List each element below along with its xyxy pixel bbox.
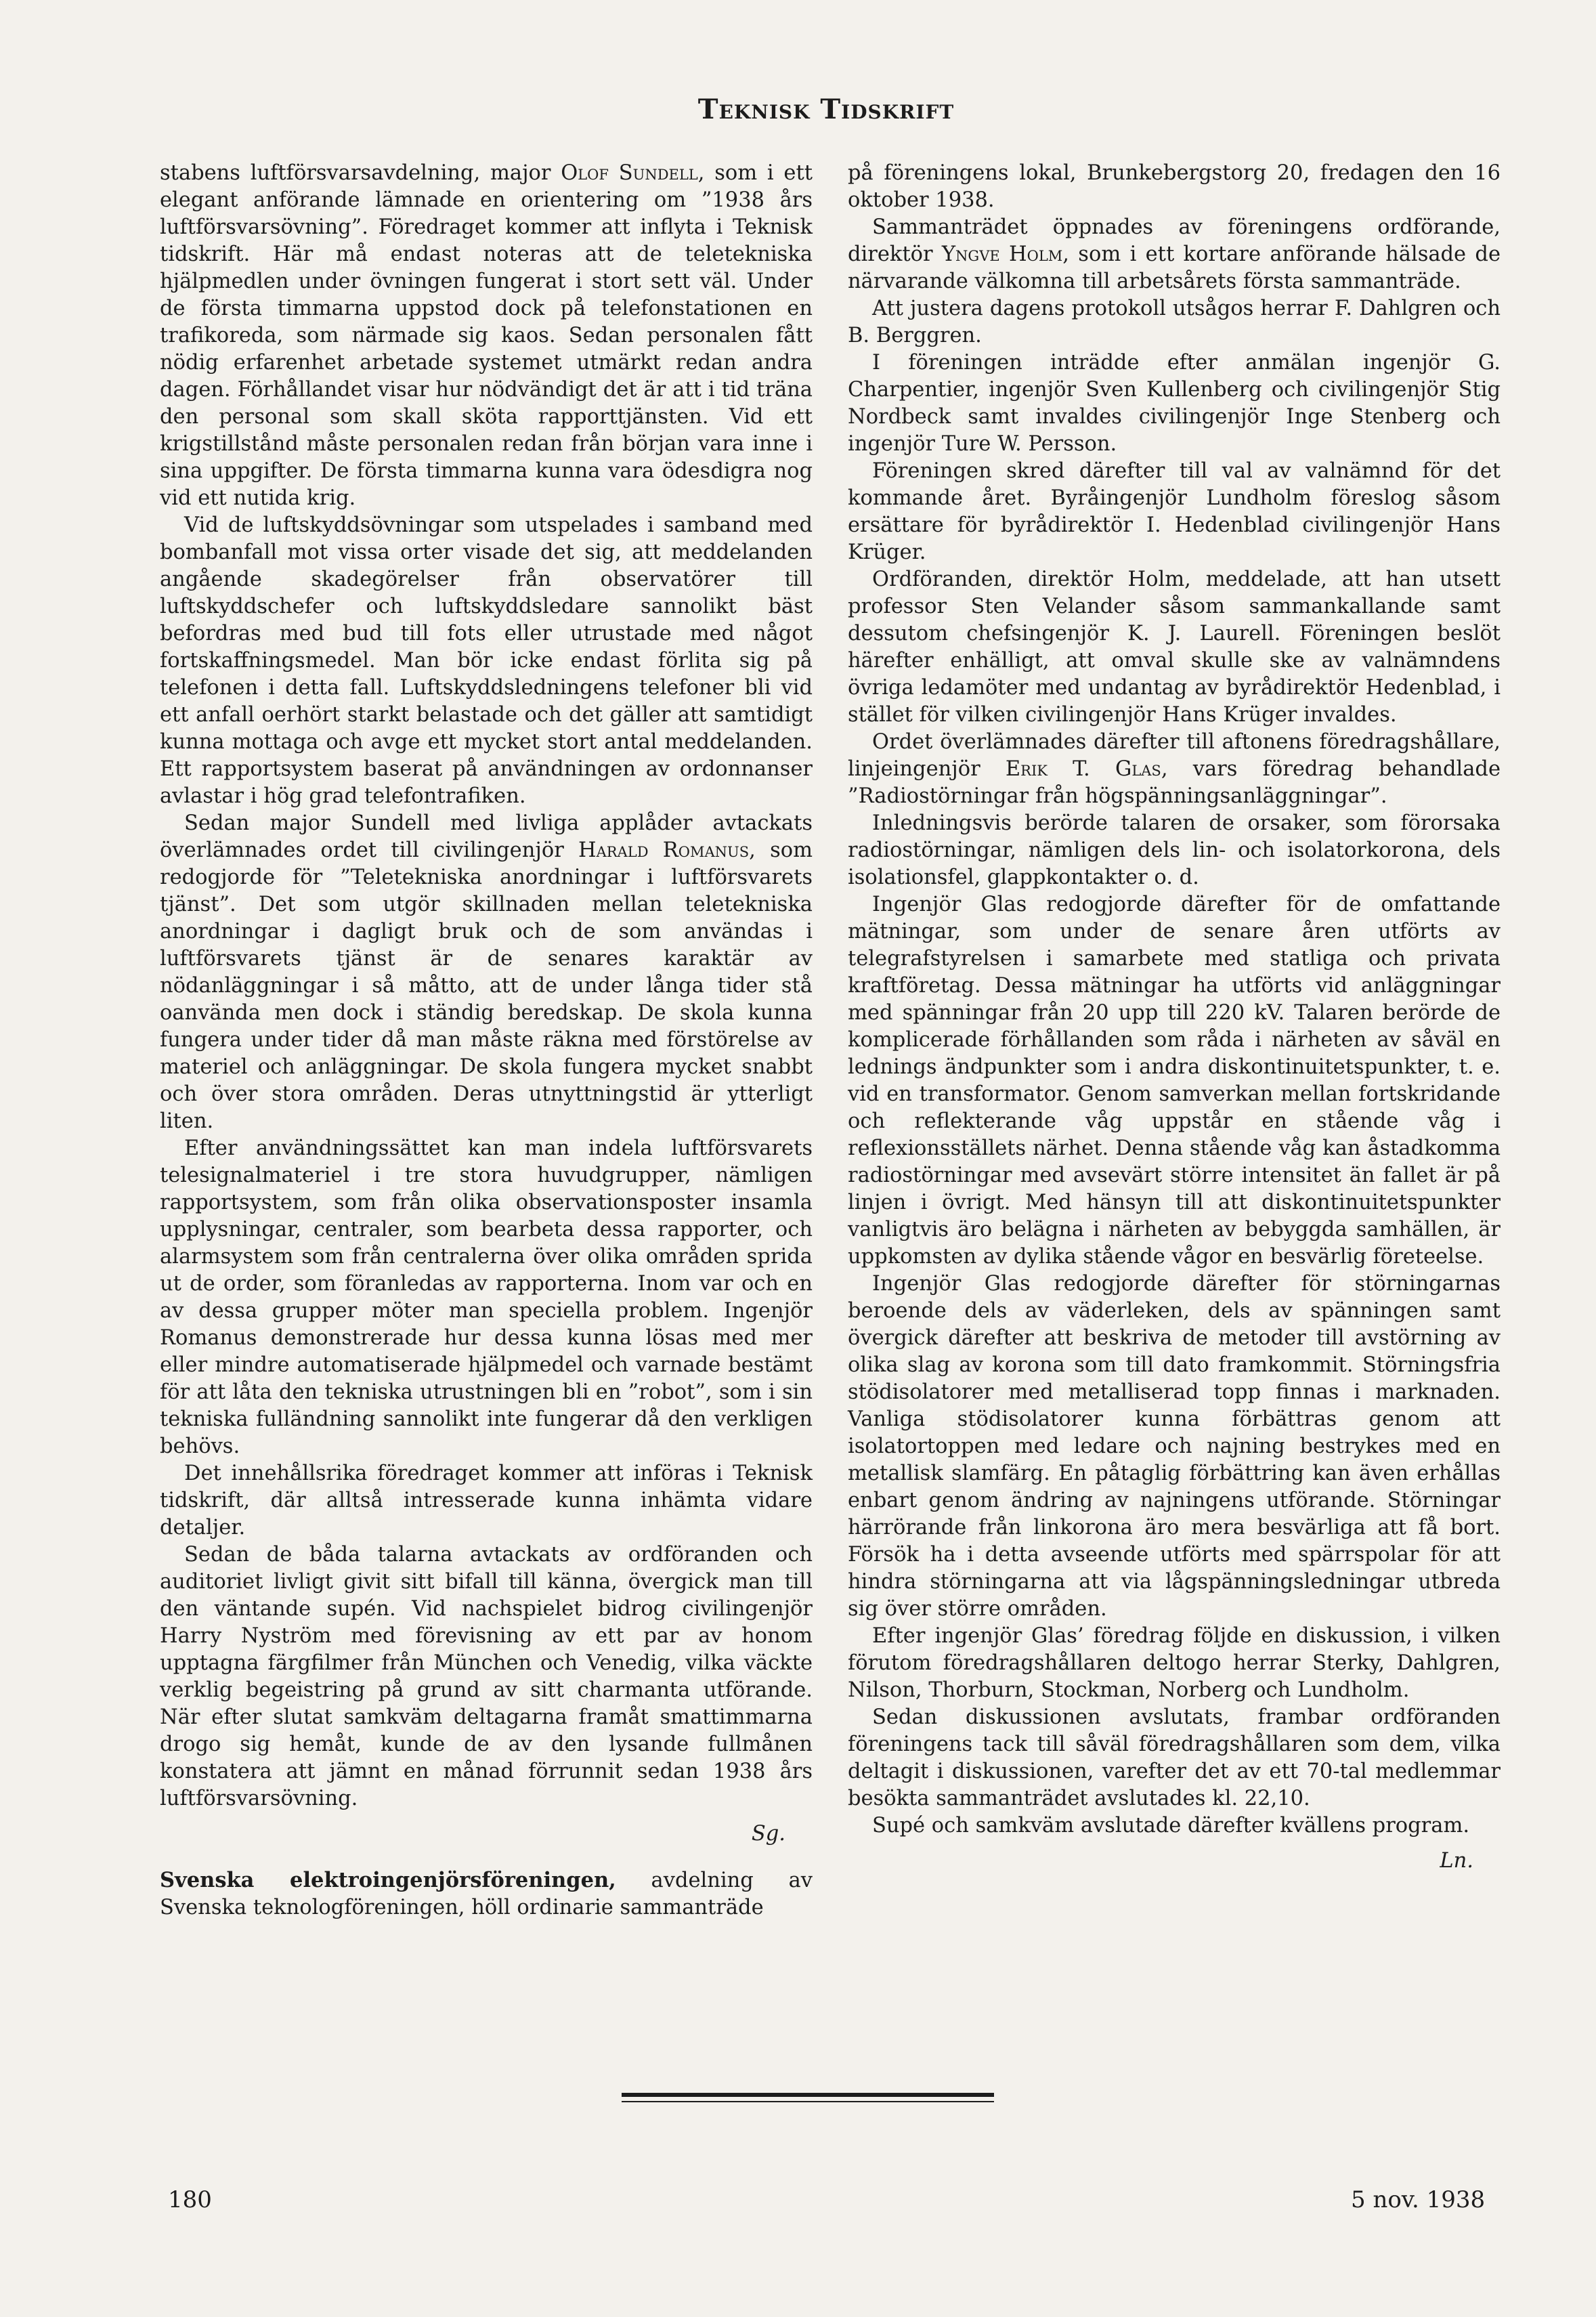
person-name: Erik T. Glas <box>1005 757 1161 781</box>
text-run: Ingenjör Glas redogjorde därefter för störningarnas beroende dels av väderleken, dels av spänningen samt övergick därefter att beskriva de metoder till avstörning av olika slag av korona som till dato framkommit. Störningsfria stödisolatorer med metalliserad topp finnas i marknaden. Vanliga stödisolatorer kunna förbättras genom att isolatortoppen med ledare och najning bestrykes med en metallisk slamfärg. En påtaglig förbättring kan även erhållas enbart genom ändring av najningens utförande. Störningar härrörande från linkorona äro mera besvärliga att få bort. Försök ha i detta avseende utförts med spärrspolar för att hindra störningarna att via lågspänningsledningar utbreda sig över större områden. <box>848 1272 1501 1621</box>
paragraph <box>848 1623 1501 1704</box>
text-run: Ingenjör Glas redogjorde därefter för de omfattande mätningar, som under de senare åren utförts av telegrafstyrelsen i samarbete med statliga och privata kraftföretag. Dessa mätningar ha utförts vid anläggningar med spänningar från 20 upp till 220 kV. Talaren berörde de komplicerade förhållanden som råda i närheten av såväl en lednings ändpunkter som i andra diskontinuitetspunkter, t. e. vid en transformator. Genom samverkan mellan fortskridande och reflekterande våg uppstår en stående våg i reflexionsställets närhet. Denna stående våg kan åstadkomma radiostörningar med avsevärt större intensitet än fallet är på linjen i övrigt. Med hänsyn till att diskontinuitetspunkter vanligtvis äro belägna i närheten av bebyggda samhällen, är uppkomsten av dylika stående vågor en besvärlig företeelse. <box>848 893 1501 1269</box>
paragraph <box>160 1135 813 1460</box>
text-run: Sammanträdet öppnades av föreningens ordförande, direktör <box>848 215 1501 266</box>
text-run: Inledningsvis berörde talaren de orsaker, som förorsaka radiostörningar, nämligen dels lin- och isolatorkorona, dels isolationsfel, glappkontakter o. d. <box>848 811 1501 889</box>
text-run: Att justera dagens protokoll utsågos herrar F. Dahlgren och B. Berggren. <box>848 297 1501 347</box>
text-run: Ordet överlämnades därefter till aftonens föredragshållare, linjeingenjör <box>848 730 1501 781</box>
text-run: , som i ett elegant anförande lämnade en orientering om ”1938 års luftförsvarsövning”. Föredraget kommer att inflyta i Teknisk tidskrift. Här må endast noteras att de teletekniska hjälpmedlen under övningen fungerat i stort sett väl. Under de första timmarna uppstod dock på telefonstationen en trafikoreda, som närmade sig kaos. Sedan personalen fått nödig erfarenhet arbetade systemet utmärkt redan andra dagen. Förhållandet visar hur nödvändigt det är att i tid träna den personal som skall sköta rapporttjänsten. Vid ett krigstillstånd måste personalen redan från början vara inne i sina uppgifter. De första timmarna kunna vara ödesdigra nog vid ett nutida krig. <box>160 161 813 510</box>
signature: Sg. <box>751 1822 785 1846</box>
text-run: Sedan major Sundell med livliga applåder avtackats överlämnades ordet till civilingenjör <box>160 811 813 862</box>
paragraph <box>160 1542 813 1812</box>
footer-rule-thick <box>622 2093 994 2097</box>
signature: Ln. <box>1440 1849 1473 1873</box>
text-run: Det innehållsrika föredraget kommer att införas i Teknisk tidskrift, där alltså intresserade kunna inhämta vidare detaljer. <box>160 1462 813 1539</box>
paragraph <box>160 810 813 1135</box>
text-run: stabens luftförsvarsavdelning, major <box>160 161 561 185</box>
paragraph <box>848 160 1501 214</box>
issue-date: 5 nov. 1938 <box>1351 2186 1486 2213</box>
text-run: avdelning av Svenska teknologföreningen, höll ordinarie sammanträde <box>160 1869 813 1919</box>
text-run: Vid de luftskyddsövningar som utspelades i samband med bombanfall mot vissa orter visade det sig, att meddelanden angående skadegörelser från observatörer till luftskyddschefer och luftskyddsledare sannolikt bäst befordras med bud till fots eller utrustade med något fortskaffningsmedel. Man bör icke endast förlita sig på telefonen i detta fall. Luftskyddsledningens telefoner bli vid ett anfall oerhört starkt belastade och det gäller att samtidigt kunna mottaga och avge ett mycket stort antal meddelanden. Ett rapportsystem baserat på användningen av ordonnanser avlastar i hög grad telefontrafiken. <box>160 513 813 808</box>
text-run: på föreningens lokal, Brunkebergstorg 20, fredagen den 16 oktober 1938. <box>848 161 1501 212</box>
person-name: Yngve Holm <box>941 242 1063 266</box>
paragraph <box>160 160 813 512</box>
text-run: Efter användningssättet kan man indela luftförsvarets telesignalmateriel i tre stora huvudgrupper, nämligen rapportsystem, som från olika observationsposter insamla upplysningar, centraler, som bearbeta dessa rapporter, och alarmsystem som från centralerna över olika områden sprida ut de order, som föranledas av rapporterna. Inom var och en av dessa grupper möter man speciella problem. Ingenjör Romanus demonstrerade hur dessa kunna lösas med mer eller mindre automatiserade hjälpmedel och varnade bestämt för att låta den tekniska utrustningen bli en ”robot”, som i sin tekniska fulländning sannolikt inte fungerar då den verkligen behövs. <box>160 1136 813 1458</box>
paragraph <box>848 810 1501 891</box>
text-run: Sedan diskussionen avslutats, frambar ordföranden föreningens tack till såväl föredragshållaren som dem, vilka deltagit i diskussionen, varefter det av ett 70-tal medlemmar besökta sammanträdet avslutades kl. 22,10. <box>848 1705 1501 1810</box>
paragraph <box>160 512 813 810</box>
text-run: Ordföranden, direktör Holm, meddelade, att han utsett professor Sten Velander såsom sammankallande samt dessutom chefsingenjör K. J. Laurell. Föreningen beslöt härefter enhälligt, att omval skulle ske av valnämndens övriga ledamöter med undantag av byrådirektör Hedenblad, i stället för vilken civilingenjör Hans Krüger invaldes. <box>848 568 1501 727</box>
text-run: , som redogjorde för ”Teletekniska anordningar i luftförsvarets tjänst”. Det som utgör skillnaden mellan teletekniska anordningar i dagligt bruk och de som användas i luftförsvarets tjänst är de senares karaktär av nödanläggningar i så måtto, att de under långa tider stå oanvända men dock i ständig beredskap. De skola kunna fungera under tider då man måste räkna med förstörelse av materiel och anläggningar. De skola fungera mycket snabbt och över stora områden. Deras utnyttningstid är ytterligt liten. <box>160 838 813 1133</box>
bold-lead: Svenska elektroingenjörsföreningen, <box>160 1868 616 1892</box>
left-column <box>160 160 813 1921</box>
paragraph <box>848 729 1501 810</box>
paragraph <box>848 1271 1501 1623</box>
paragraph <box>160 1867 813 1921</box>
text-run: , vars föredrag behandlade ”Radiostörningar från högspänningsanläggningar”. <box>848 757 1501 808</box>
paragraph <box>848 214 1501 295</box>
text-run: Föreningen skred därefter till val av valnämnd för det kommande året. Byråingenjör Lundholm föreslog såsom ersättare för byrådirektör I. Hedenblad civilingenjör Hans Krüger. <box>848 459 1501 564</box>
paragraph <box>848 891 1501 1271</box>
text-run: , som i ett kortare anförande hälsade de närvarande välkomna till arbetsårets första sammanträde. <box>848 242 1501 293</box>
text-run: Efter ingenjör Glas’ föredrag följde en diskussion, i vilken förutom föredragshållaren deltogo herrar Sterky, Dahlgren, Nilson, Thorburn, Stockman, Norberg och Lundholm. <box>848 1624 1501 1702</box>
person-name: Harald Romanus <box>578 838 750 862</box>
paragraph <box>848 349 1501 458</box>
person-name: Olof Sundell <box>561 161 698 185</box>
text-run: I föreningen inträdde efter anmälan ingenjör G. Charpentier, ingenjör Sven Kullenberg och civilingenjör Stig Nordbeck samt invaldes civilingenjör Inge Stenberg och ingenjör Ture W. Persson. <box>848 351 1501 456</box>
paragraph <box>848 458 1501 566</box>
journal-header: Teknisk Tidskrift <box>697 93 955 125</box>
paragraph <box>848 1812 1501 1840</box>
paragraph <box>160 1460 813 1542</box>
text-run: Supé och samkväm avslutade därefter kvällens program. <box>872 1814 1470 1837</box>
page-number: 180 <box>168 2186 212 2213</box>
paragraph <box>848 1704 1501 1812</box>
text-run: Sedan de båda talarna avtackats av ordföranden och auditoriet livligt givit sitt bifall till känna, övergick man till den väntande supén. Vid nachspielet bidrog civilingenjör Harry Nyström med förevisning av ett par av honom upptagna färgfilmer från München och Venedig, vilka väckte verklig begeistring på grund av sitt charmanta utförande. När efter slutat samkväm deltagarna framåt smattimmarna drogo sig hemåt, kunde de av den lysande fullmånen konstatera att jämnt en månad förrunnit sedan 1938 års luftförsvarsövning. <box>160 1543 813 1810</box>
paragraph <box>848 566 1501 729</box>
paragraph <box>848 295 1501 349</box>
right-column <box>848 160 1501 1894</box>
footer-rule-thin <box>622 2101 994 2102</box>
